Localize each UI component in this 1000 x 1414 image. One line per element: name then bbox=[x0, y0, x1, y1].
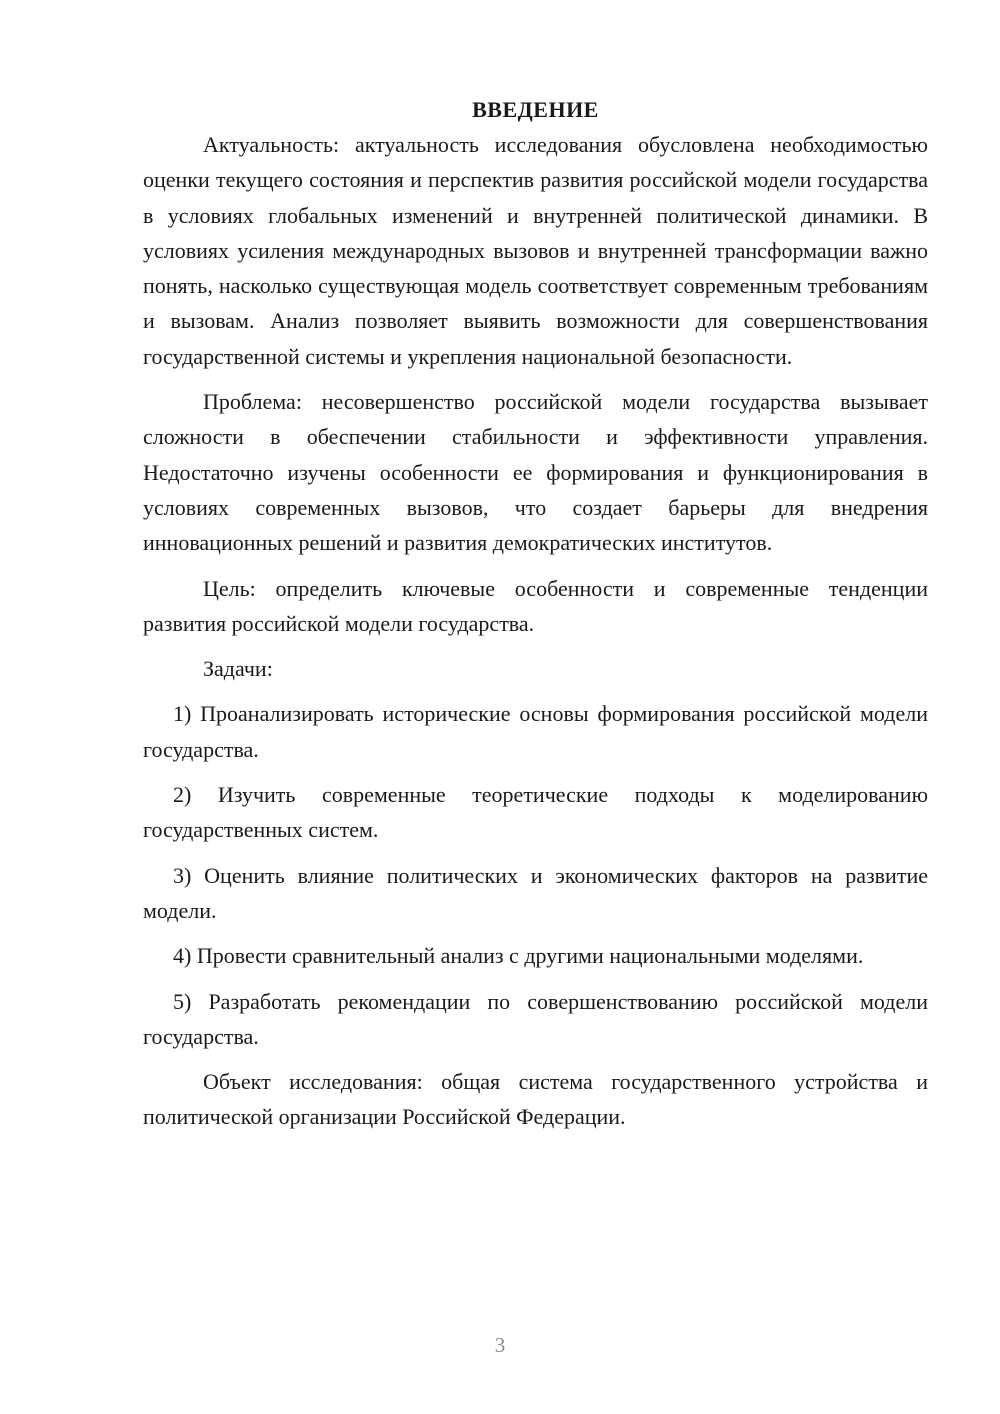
problem-paragraph: Проблема: несовершенство российской модели государства вызывает сложности в обеспечении стабильности и эффективности управления. Недостаточно изучены особенности ее формирования и функционирования в условиях современных вызовов, что создает барьеры для внедрения инновационных решений и развития демократических институтов. bbox=[143, 389, 928, 556]
task-item-1: 1) Проанализировать исторические основы формирования российской модели государства. bbox=[143, 701, 928, 762]
document-page bbox=[143, 92, 928, 1145]
page-number: 3 bbox=[494, 1333, 506, 1357]
section-title: ВВЕДЕНИЕ bbox=[472, 97, 599, 122]
relevance-paragraph: Актуальность: актуальность исследования обусловлена необходимостью оценки текущего состояния и перспектив развития российской модели государства в условиях глобальных изменений и внутренней политической динамики. В условиях усиления международных вызовов и внутренней трансформации важно понять, насколько существующая модель соответствует современным требованиям и вызовам. Анализ позволяет выявить возможности для совершенствования государственной системы и укрепления национальной безопасности. bbox=[143, 132, 928, 369]
task-item-3: 3) Оценить влияние политических и экономических факторов на развитие модели. bbox=[143, 862, 928, 923]
task-item-5: 5) Разработать рекомендации по совершенствованию российской модели государства. bbox=[143, 988, 928, 1049]
tasks-heading: Задачи: bbox=[203, 656, 273, 682]
task-item-2: 2) Изучить современные теоретические подходы к моделированию государственных систем. bbox=[143, 782, 928, 843]
task-item-4: 4) Провести сравнительный анализ с другими национальными моделями. bbox=[173, 943, 864, 969]
object-paragraph: Объект исследования: общая система государственного устройства и политической организации Российской Федерации. bbox=[143, 1069, 928, 1130]
goal-paragraph: Цель: определить ключевые особенности и современные тенденции развития российской модели государства. bbox=[143, 575, 928, 636]
